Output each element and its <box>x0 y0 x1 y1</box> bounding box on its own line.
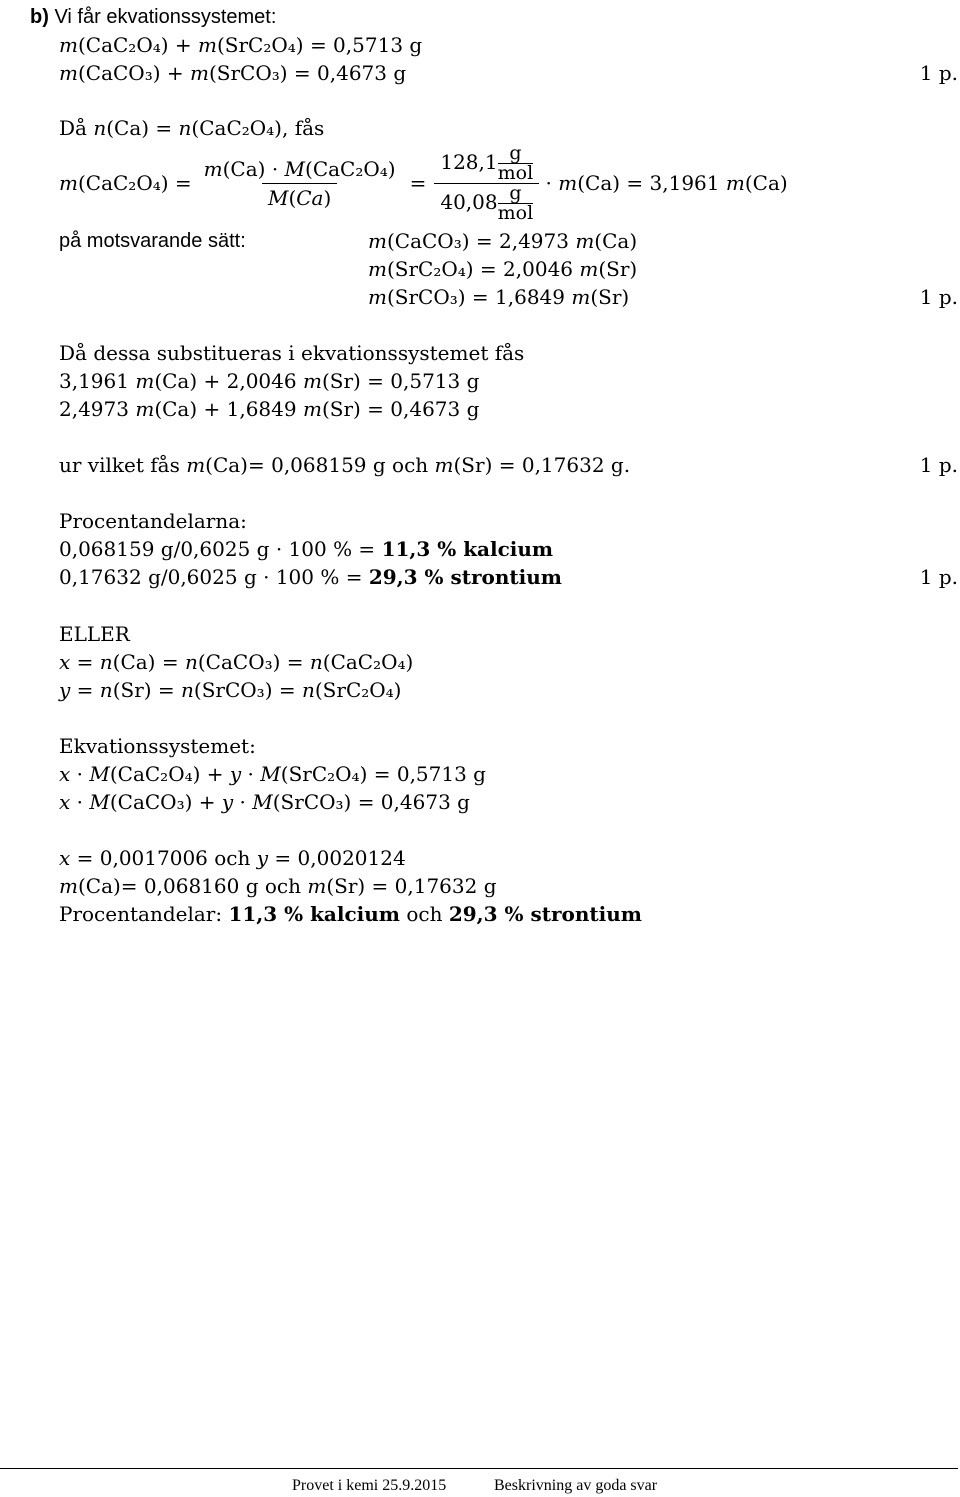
result-line: ur vilket fås m(Ca)= 0,068159 g och m(Sr) = 0,17632 g. <box>59 453 631 477</box>
substitution-eq-1: 3,1961 m(Ca) + 2,0046 m(Sr) = 0,5713 g <box>59 369 480 393</box>
mass-solution: m(Ca)= 0,068160 g och m(Sr) = 0,17632 g <box>59 874 497 898</box>
percent-label: Procentandelarna: <box>59 509 247 533</box>
equation-2: m(CaCO₃) + m(SrCO₃) = 0,4673 g <box>59 61 407 85</box>
points-1: 1 p. <box>919 61 958 85</box>
eller-heading: ELLER <box>59 622 130 646</box>
x-definition: x = n(Ca) = n(CaCO₃) = n(CaC₂O₄) <box>59 650 414 674</box>
conversion-1: m(CaCO₃) = 2,4973 m(Ca) <box>368 229 638 253</box>
substitution-intro: Då dessa substitueras i ekvationssystemet fås <box>59 341 525 365</box>
part-intro: Vi får ekvationssystemet: <box>54 6 277 28</box>
substitution-eq-2: 2,4973 m(Ca) + 1,6849 m(Sr) = 0,4673 g <box>59 397 480 421</box>
xy-solution: x = 0,0017006 och y = 0,0020124 <box>59 846 406 870</box>
part-label: b) <box>30 6 49 28</box>
percent-calcium: 0,068159 g/0,6025 g · 100 % = 11,3 % kalcium <box>59 537 554 561</box>
formula-fraction-1: $\frac{\text{m(Ca) · M(CaC₂O₄)}}{M(Ca)}$ <box>203 156 396 210</box>
molar-formula: m(CaC₂O₄) = $\frac{\text{m(Ca) · M(CaC₂O₄)}}{M(Ca)}$ = 128,1 g mol 40,08 g mol · m(Ca) = 3,1961 m(Ca) <box>59 141 788 224</box>
part-b-header <box>30 5 276 29</box>
motsvarande-label: på motsvarande sätt: <box>59 230 246 252</box>
points-4: 1 p. <box>919 565 958 589</box>
equation-1: m(CaC₂O₄) + m(SrC₂O₄) = 0,5713 g <box>59 33 423 57</box>
formula-fraction-2: 128,1 g mol 40,08 g mol <box>434 144 539 223</box>
conversion-3: m(SrCO₃) = 1,6849 m(Sr) <box>368 285 630 309</box>
y-definition: y = n(Sr) = n(SrCO₃) = n(SrC₂O₄) <box>59 678 402 702</box>
footer-left: Provet i kemi 25.9.2015 <box>292 1477 447 1494</box>
system-eq-2: x · M(CaCO₃) + y · M(SrCO₃) = 0,4673 g <box>59 790 470 814</box>
percent-strontium: 0,17632 g/0,6025 g · 100 % = 29,3 % strontium <box>59 565 562 589</box>
points-3: 1 p. <box>919 453 958 477</box>
final-percentages: Procentandelar: 11,3 % kalcium och 29,3 % strontium <box>59 902 642 926</box>
conversion-2: m(SrC₂O₄) = 2,0046 m(Sr) <box>368 257 638 281</box>
da-n-line: Då n(Ca) = n(CaC₂O₄), fås <box>59 116 325 140</box>
footer-divider <box>0 1468 958 1469</box>
system-eq-1: x · M(CaC₂O₄) + y · M(SrC₂O₄) = 0,5713 g <box>59 762 486 786</box>
footer-right: Beskrivning av goda svar <box>494 1477 658 1494</box>
points-2: 1 p. <box>919 285 958 309</box>
system-label: Ekvationssystemet: <box>59 734 256 758</box>
